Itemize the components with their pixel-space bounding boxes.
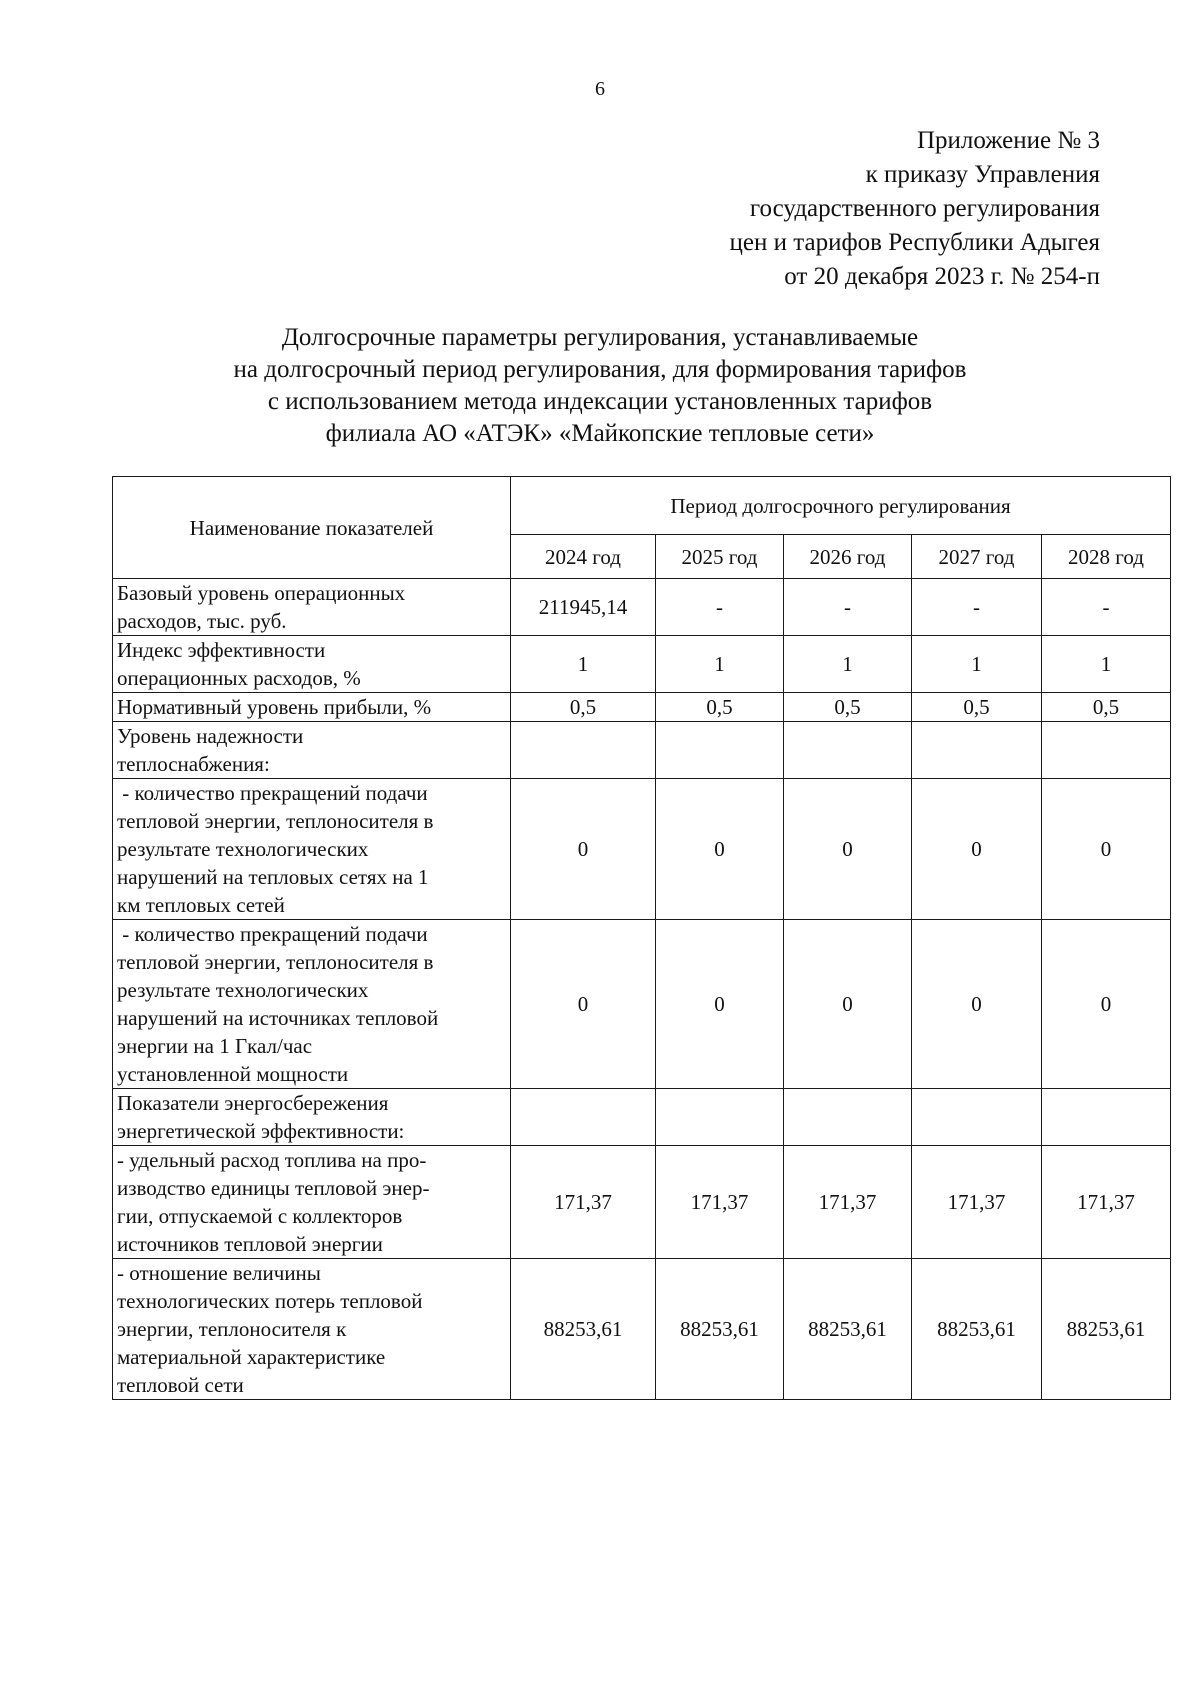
value-cell bbox=[656, 1089, 784, 1146]
value-cell bbox=[656, 722, 784, 779]
indicator-name-line: - количество прекращений подачи bbox=[117, 781, 428, 805]
indicator-name-line: изводство единицы тепловой энер- bbox=[117, 1176, 430, 1200]
value-cell: 171,37 bbox=[511, 1146, 656, 1259]
value-cell: 171,37 bbox=[784, 1146, 912, 1259]
indicator-name-line: энергетической эффективности: bbox=[117, 1119, 405, 1143]
value-cell: - bbox=[1042, 579, 1171, 636]
indicator-name-line: теплоснабжения: bbox=[117, 752, 270, 776]
appendix-line: Приложение № 3 bbox=[916, 127, 1100, 154]
header-period-cell: Период долгосрочного регулирования bbox=[511, 477, 1171, 535]
value-cell: 0 bbox=[511, 779, 656, 920]
value-cell: 0 bbox=[1042, 920, 1171, 1089]
value-cell: - bbox=[656, 579, 784, 636]
table-row bbox=[113, 579, 1171, 636]
value-cell bbox=[1042, 1089, 1171, 1146]
value-cell: 171,37 bbox=[1042, 1146, 1171, 1259]
value-cell: 1 bbox=[511, 636, 656, 693]
indicator-name-line: тепловой энергии, теплоносителя в bbox=[117, 950, 434, 974]
indicator-name-line: - количество прекращений подачи bbox=[117, 922, 428, 946]
value-cell: 211945,14 bbox=[511, 579, 656, 636]
indicator-name-line: нарушений на источниках тепловой bbox=[117, 1006, 439, 1030]
header-name-cell: Наименование показателей bbox=[113, 477, 511, 579]
indicator-name-line: операционных расходов, % bbox=[117, 666, 361, 690]
indicator-name-cell bbox=[113, 920, 511, 1089]
value-cell bbox=[784, 1089, 912, 1146]
value-cell bbox=[511, 1089, 656, 1146]
value-cell: 0,5 bbox=[912, 693, 1042, 722]
value-cell: 88253,61 bbox=[1042, 1259, 1171, 1400]
indicator-name-line: энергии на 1 Гкал/час bbox=[117, 1034, 313, 1058]
title-line: Долгосрочные параметры регулирования, устанавливаемые bbox=[281, 324, 919, 351]
indicator-name-line: расходов, тыс. руб. bbox=[117, 609, 287, 633]
table-row bbox=[113, 779, 1171, 920]
value-cell: - bbox=[912, 579, 1042, 636]
value-cell: 0 bbox=[784, 920, 912, 1089]
value-cell: 1 bbox=[784, 636, 912, 693]
value-cell: 171,37 bbox=[912, 1146, 1042, 1259]
value-cell: 1 bbox=[656, 636, 784, 693]
indicator-name-line: установленной мощности bbox=[117, 1062, 349, 1086]
indicator-name-line: км тепловых сетей bbox=[117, 893, 285, 917]
indicator-name-line: Индекс эффективности bbox=[117, 638, 326, 662]
value-cell: 0 bbox=[656, 779, 784, 920]
table-row bbox=[113, 722, 1171, 779]
header-year: 2027 год bbox=[912, 535, 1042, 579]
indicator-name-line: Нормативный уровень прибыли, % bbox=[117, 695, 432, 719]
indicator-name-cell bbox=[113, 1259, 511, 1400]
table-row bbox=[113, 1259, 1171, 1400]
title-line: филиала АО «АТЭК» «Майкопские тепловые сети» bbox=[325, 420, 875, 447]
value-cell bbox=[511, 722, 656, 779]
value-cell: 88253,61 bbox=[656, 1259, 784, 1400]
indicator-name-line: Показатели энергосбережения bbox=[117, 1091, 389, 1115]
appendix-line: государственного регулирования bbox=[749, 195, 1100, 222]
appendix-line: цен и тарифов Республики Адыгея bbox=[729, 229, 1100, 256]
parameters-table bbox=[112, 476, 1171, 1400]
indicator-name-cell bbox=[113, 779, 511, 920]
title-line: на долгосрочный период регулирования, для формирования тарифов bbox=[233, 356, 967, 383]
value-cell: - bbox=[784, 579, 912, 636]
value-cell: 0 bbox=[912, 920, 1042, 1089]
value-cell bbox=[912, 1089, 1042, 1146]
value-cell: 0,5 bbox=[656, 693, 784, 722]
indicator-name-line: нарушений на тепловых сетях на 1 bbox=[117, 865, 429, 889]
indicator-name-line: Уровень надежности bbox=[117, 724, 304, 748]
indicator-name-cell bbox=[113, 693, 511, 722]
document-title bbox=[100, 322, 1100, 450]
table-row bbox=[113, 1089, 1171, 1146]
value-cell bbox=[784, 722, 912, 779]
value-cell: 0,5 bbox=[784, 693, 912, 722]
table-row bbox=[113, 1146, 1171, 1259]
table-row bbox=[113, 636, 1171, 693]
indicator-name-cell bbox=[113, 636, 511, 693]
header-year: 2028 год bbox=[1042, 535, 1171, 579]
indicator-name-line: гии, отпускаемой с коллекторов bbox=[117, 1204, 403, 1228]
value-cell bbox=[1042, 722, 1171, 779]
value-cell: 1 bbox=[1042, 636, 1171, 693]
indicator-name-line: - отношение величины bbox=[117, 1261, 321, 1285]
page-number: 6 bbox=[595, 78, 605, 100]
title-line: с использованием метода индексации установленных тарифов bbox=[267, 388, 933, 415]
value-cell: 0 bbox=[511, 920, 656, 1089]
value-cell: 1 bbox=[912, 636, 1042, 693]
indicator-name-line: результате технологических bbox=[117, 837, 369, 861]
value-cell: 0,5 bbox=[1042, 693, 1171, 722]
indicator-name-line: энергии, теплоносителя к bbox=[117, 1317, 347, 1341]
appendix-line: к приказу Управления bbox=[865, 161, 1100, 188]
indicator-name-line: тепловой энергии, теплоносителя в bbox=[117, 809, 434, 833]
table-row bbox=[113, 693, 1171, 722]
appendix-line: от 20 декабря 2023 г. № 254-п bbox=[784, 263, 1100, 290]
header-year: 2026 год bbox=[784, 535, 912, 579]
table-row bbox=[113, 920, 1171, 1089]
indicator-name-line: результате технологических bbox=[117, 978, 369, 1002]
value-cell: 0 bbox=[784, 779, 912, 920]
indicator-name-cell bbox=[113, 722, 511, 779]
indicator-name-cell bbox=[113, 579, 511, 636]
indicator-name-line: технологических потерь тепловой bbox=[117, 1289, 423, 1313]
indicator-name-cell bbox=[113, 1089, 511, 1146]
indicator-name-line: источников тепловой энергии bbox=[117, 1232, 383, 1256]
value-cell: 0 bbox=[912, 779, 1042, 920]
value-cell: 88253,61 bbox=[912, 1259, 1042, 1400]
table-body bbox=[113, 579, 1171, 1400]
header-year: 2024 год bbox=[511, 535, 656, 579]
indicator-name-line: материальной характеристике bbox=[117, 1345, 386, 1369]
value-cell: 0 bbox=[656, 920, 784, 1089]
value-cell: 88253,61 bbox=[784, 1259, 912, 1400]
indicator-name-line: - удельный расход топлива на про- bbox=[117, 1148, 427, 1172]
value-cell: 88253,61 bbox=[511, 1259, 656, 1400]
value-cell: 0 bbox=[1042, 779, 1171, 920]
value-cell: 171,37 bbox=[656, 1146, 784, 1259]
indicator-name-cell bbox=[113, 1146, 511, 1259]
indicator-name-line: тепловой сети bbox=[117, 1373, 244, 1397]
value-cell: 0,5 bbox=[511, 693, 656, 722]
appendix-block bbox=[560, 124, 1100, 294]
value-cell bbox=[912, 722, 1042, 779]
indicator-name-line: Базовый уровень операционных bbox=[117, 581, 406, 605]
header-year: 2025 год bbox=[656, 535, 784, 579]
